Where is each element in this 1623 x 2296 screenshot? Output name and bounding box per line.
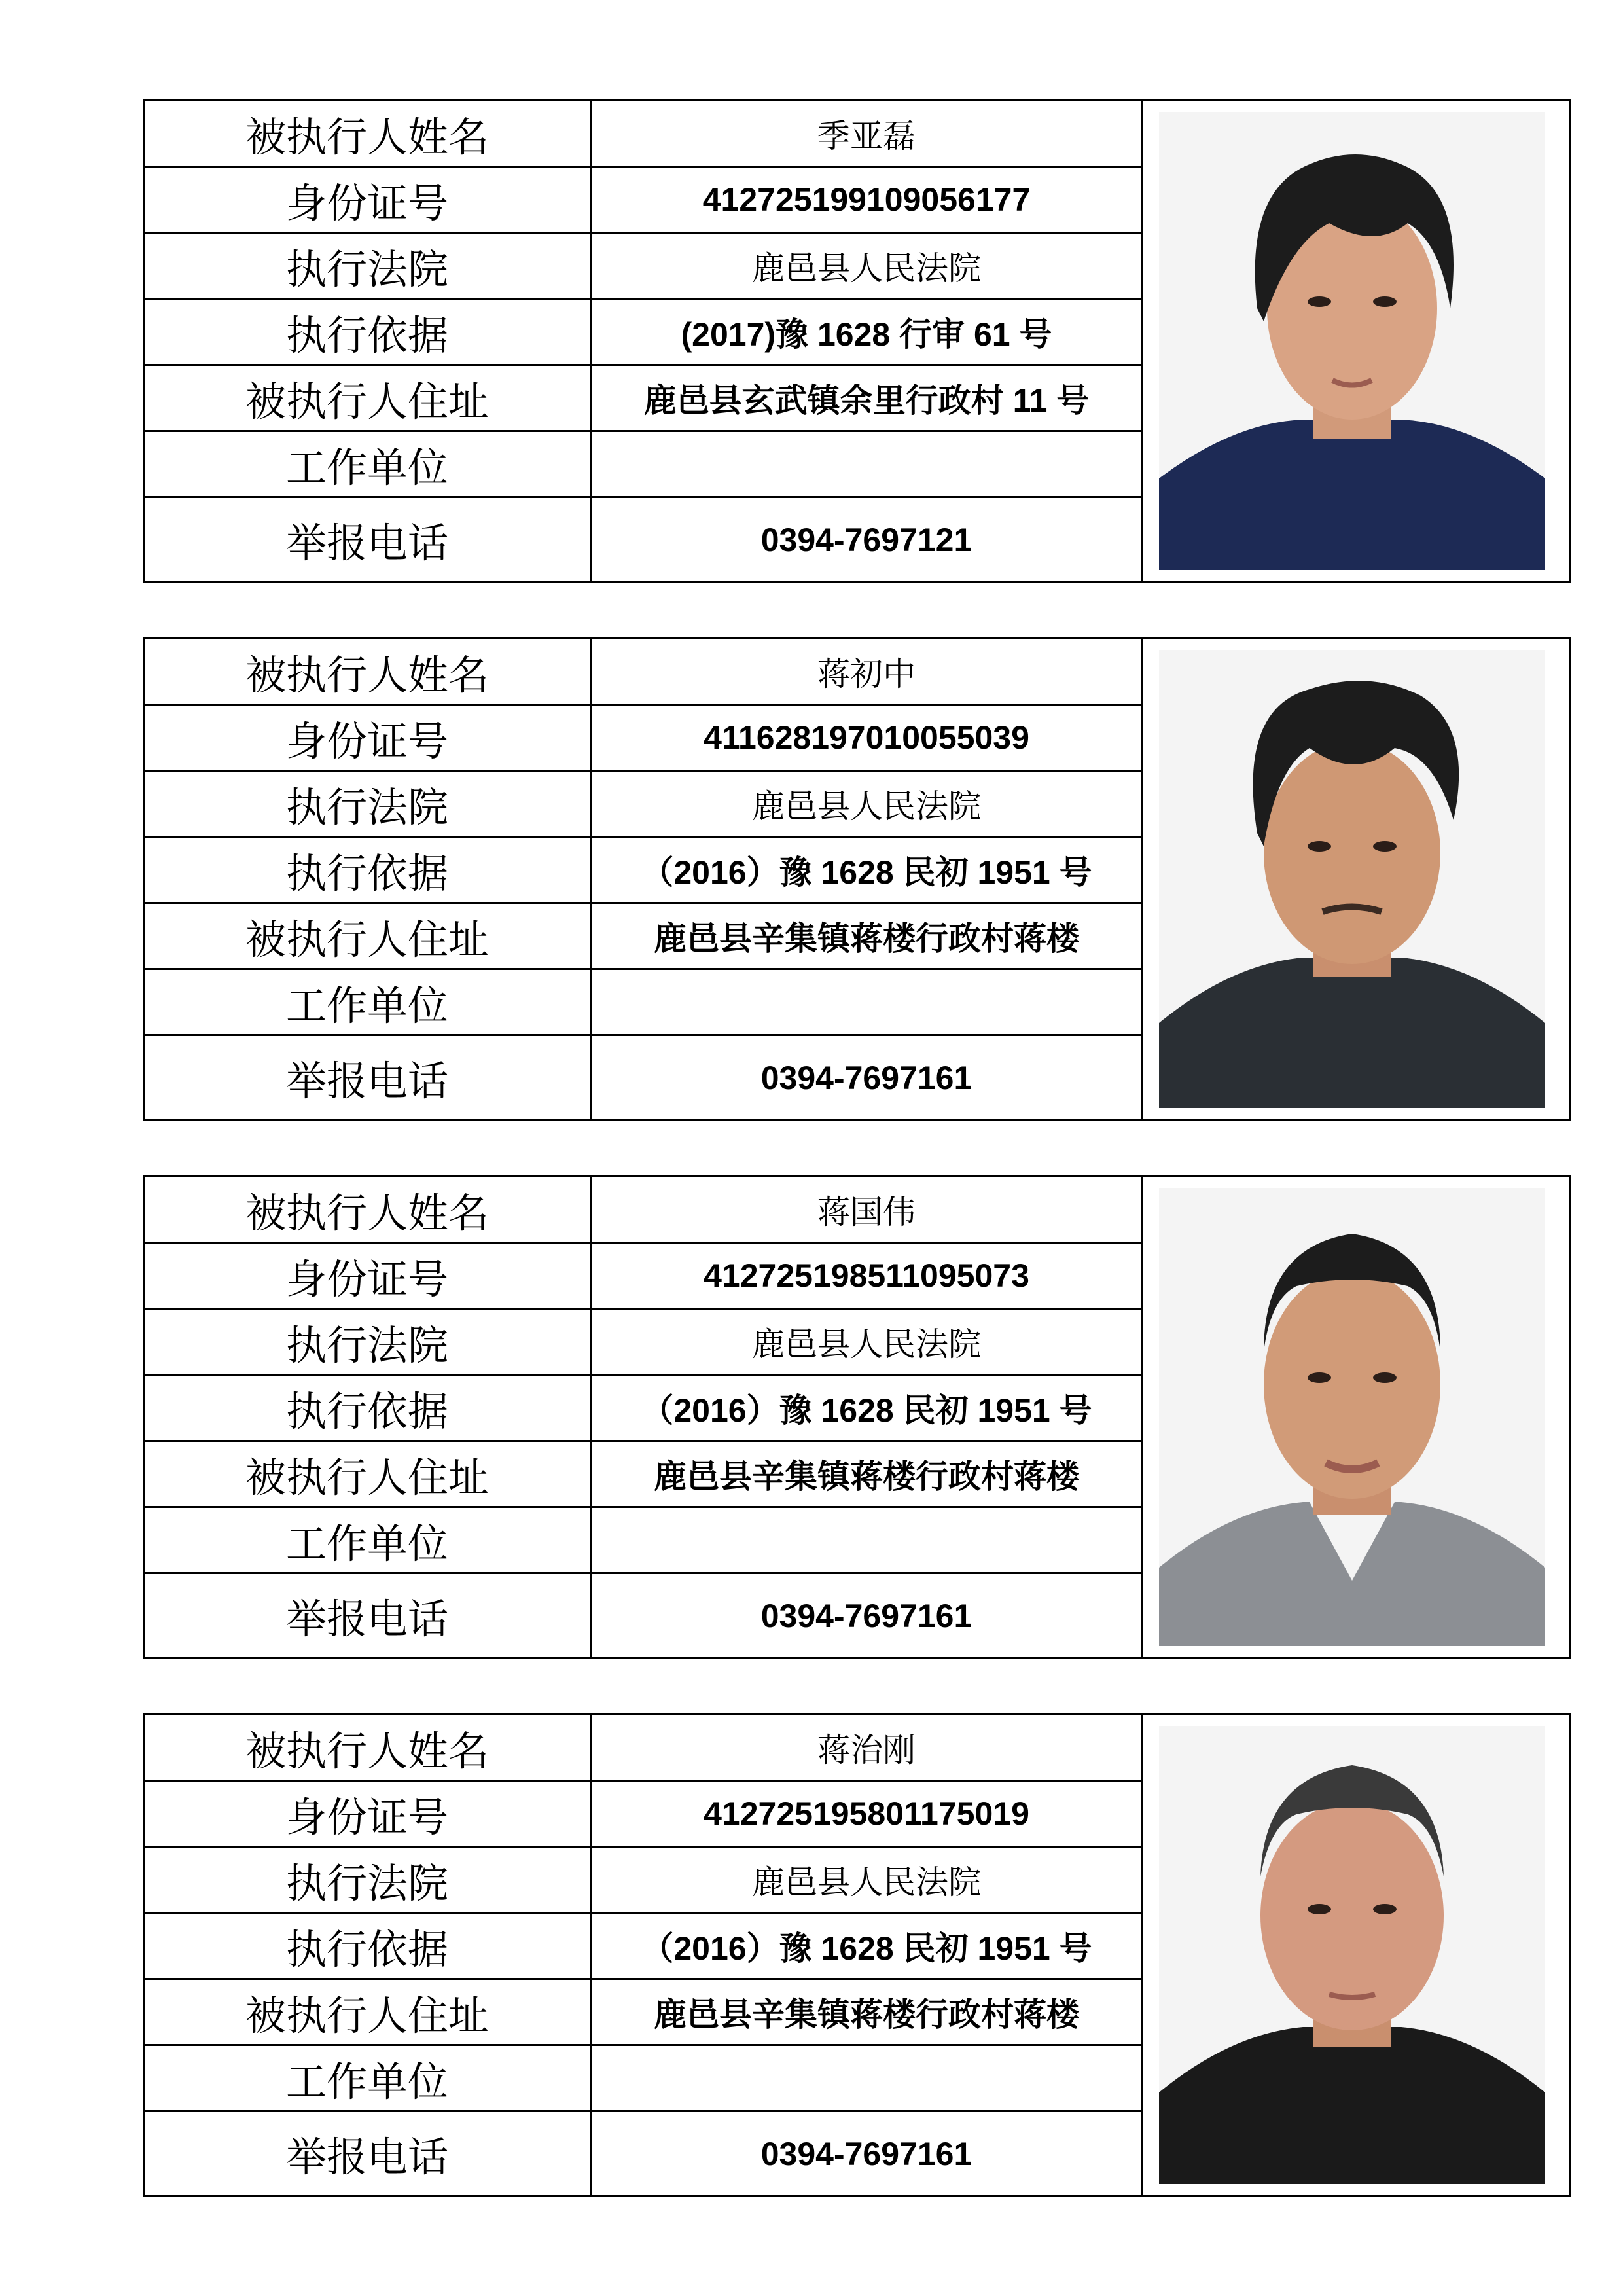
record-2 (143, 637, 1563, 1121)
employer-value (591, 1507, 1143, 1573)
record-table (143, 1175, 1571, 1659)
basis-label: 执行依据 (144, 1375, 591, 1441)
employer-value (591, 969, 1143, 1035)
name-value: 蒋初中 (591, 639, 1143, 705)
record-3 (143, 1175, 1563, 1659)
phone-value: 0394-7697161 (591, 1573, 1143, 1659)
photo-cell (1143, 1177, 1570, 1659)
phone-value: 0394-7697161 (591, 1035, 1143, 1121)
court-value: 鹿邑县人民法院 (591, 1309, 1143, 1375)
address-label: 被执行人住址 (144, 1979, 591, 2045)
address-value: 鹿邑县玄武镇余里行政村 11 号 (591, 365, 1143, 431)
id-value: 411628197010055039 (591, 705, 1143, 771)
person-photo (1159, 1726, 1545, 2184)
id-value: 412725198511095073 (591, 1243, 1143, 1309)
address-value: 鹿邑县辛集镇蒋楼行政村蒋楼 (591, 903, 1143, 969)
name-label: 被执行人姓名 (144, 101, 591, 167)
phone-value: 0394-7697121 (591, 497, 1143, 583)
id-label: 身份证号 (144, 705, 591, 771)
record-1 (143, 99, 1563, 583)
person-photo (1159, 112, 1545, 570)
name-value: 季亚磊 (591, 101, 1143, 167)
basis-value: （2016）豫 1628 民初 1951 号 (591, 1913, 1143, 1979)
basis-label: 执行依据 (144, 1913, 591, 1979)
address-value: 鹿邑县辛集镇蒋楼行政村蒋楼 (591, 1441, 1143, 1507)
id-label: 身份证号 (144, 167, 591, 233)
employer-label: 工作单位 (144, 1507, 591, 1573)
basis-value: （2016）豫 1628 民初 1951 号 (591, 1375, 1143, 1441)
phone-label: 举报电话 (144, 497, 591, 583)
person-photo (1159, 1188, 1545, 1646)
photo-cell (1143, 639, 1570, 1121)
record-table (143, 637, 1571, 1121)
basis-label: 执行依据 (144, 837, 591, 903)
court-label: 执行法院 (144, 771, 591, 837)
photo-cell (1143, 1715, 1570, 2197)
court-label: 执行法院 (144, 1309, 591, 1375)
id-label: 身份证号 (144, 1781, 591, 1847)
name-label: 被执行人姓名 (144, 639, 591, 705)
person-photo (1159, 650, 1545, 1108)
employer-label: 工作单位 (144, 969, 591, 1035)
address-label: 被执行人住址 (144, 903, 591, 969)
court-label: 执行法院 (144, 233, 591, 299)
record-table (143, 99, 1571, 583)
address-label: 被执行人住址 (144, 1441, 591, 1507)
name-label: 被执行人姓名 (144, 1177, 591, 1243)
phone-label: 举报电话 (144, 1573, 591, 1659)
phone-label: 举报电话 (144, 1035, 591, 1121)
employer-label: 工作单位 (144, 2045, 591, 2111)
court-label: 执行法院 (144, 1847, 591, 1913)
basis-label: 执行依据 (144, 299, 591, 365)
court-value: 鹿邑县人民法院 (591, 1847, 1143, 1913)
address-value: 鹿邑县辛集镇蒋楼行政村蒋楼 (591, 1979, 1143, 2045)
court-value: 鹿邑县人民法院 (591, 771, 1143, 837)
employer-value (591, 2045, 1143, 2111)
phone-label: 举报电话 (144, 2111, 591, 2197)
basis-value: （2016）豫 1628 民初 1951 号 (591, 837, 1143, 903)
name-label: 被执行人姓名 (144, 1715, 591, 1781)
phone-value: 0394-7697161 (591, 2111, 1143, 2197)
address-label: 被执行人住址 (144, 365, 591, 431)
record-table (143, 1713, 1571, 2197)
court-value: 鹿邑县人民法院 (591, 233, 1143, 299)
employer-label: 工作单位 (144, 431, 591, 497)
name-value: 蒋治刚 (591, 1715, 1143, 1781)
name-value: 蒋国伟 (591, 1177, 1143, 1243)
basis-value: (2017)豫 1628 行审 61 号 (591, 299, 1143, 365)
id-value: 412725195801175019 (591, 1781, 1143, 1847)
photo-cell (1143, 101, 1570, 583)
id-label: 身份证号 (144, 1243, 591, 1309)
record-4 (143, 1713, 1563, 2197)
id-value: 412725199109056177 (591, 167, 1143, 233)
employer-value (591, 431, 1143, 497)
